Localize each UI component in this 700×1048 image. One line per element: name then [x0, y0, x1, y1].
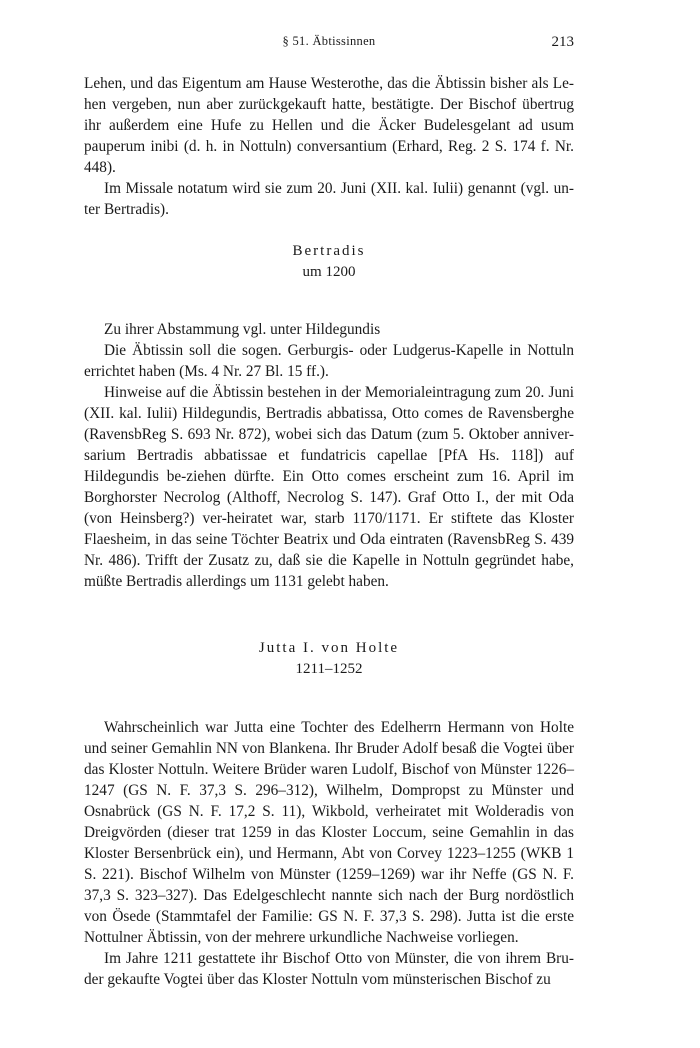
- section-title: Bertradis: [292, 243, 366, 259]
- page-number: 213: [551, 34, 574, 50]
- paragraph: Hinweise auf die Äbtissin bestehen in der Memorialeintragung zum 20. Juni (XII. kal. Iulii) Hildegundis, Bertradis abbatissa, Otto comes de Ravensberghe (RavensbReg S. 693 Nr. 872), wobei sich das Datum (zum 5. Oktober anniver-sarium Bertradis abbatissae et fundatricis capellae [PfA Hs. 118]) auf Hildegundis be-ziehen dürfte. Ein Otto comes erscheint zum 16. April im Borghorster Necrolog (Althoff, Necrolog S. 147). Graf Otto I., der mit Oda (von Heinsberg?) ver-heiratet war, starb 1170/1171. Er stiftete das Kloster Flaesheim, in das seine Töchter Beatrix und Oda eintraten (RavensbReg S. 439 Nr. 486). Trifft der Zusatz zu, daß sie die Kapelle in Nottuln gegründet habe, müßte Bertradis allerdings um 1131 gelebt haben.: [84, 384, 574, 590]
- paragraph: Im Jahre 1211 gestattete ihr Bischof Otto von Münster, die von ihrem Bru-der gekaufte Vogtei über das Kloster Nottuln vom münsterischen Bischof zu: [84, 950, 574, 988]
- page-header: [84, 34, 574, 54]
- paragraph: Im Missale notatum wird sie zum 20. Juni (XII. kal. Iulii) genannt (vgl. un-ter Bertradis).: [84, 180, 574, 218]
- body-text: [84, 73, 574, 990]
- section-title: Jutta I. von Holte: [258, 640, 400, 656]
- paragraph: Zu ihrer Abstammung vgl. unter Hildegundis: [104, 321, 381, 338]
- paragraph: Die Äbtissin soll die sogen. Gerburgis- oder Ludgerus-Kapelle in Nottuln errichtet haben (Ms. 4 Nr. 27 Bl. 15 ff.).: [84, 342, 574, 380]
- paragraph: Lehen, und das Eigentum am Hause Westerothe, das die Äbtissin bisher als Le-hen vergeben, nun aber zurückgekauft hatte, bestätigte. Der Bischof übertrug ihr außerdem eine Hufe zu Hellen und die Äcker Budelesgelant ad usum pauperum inibi (d. h. in Nottuln) conversantium (Erhard, Reg. 2 S. 174 f. Nr. 448).: [84, 75, 574, 176]
- section-dates: 1211–1252: [295, 661, 363, 677]
- paragraph: Wahrscheinlich war Jutta eine Tochter des Edelherrn Hermann von Holte und seiner Gemahlin NN von Blankena. Ihr Bruder Adolf besaß die Vogtei über das Kloster Nottuln. Weitere Brüder waren Ludolf, Bischof von Münster 1226–1247 (GS N. F. 37,3 S. 296–312), Wilhelm, Dompropst zu Münster und Osnabrück (GS N. F. 17,2 S. 11), Wikbold, verheiratet mit Wolderadis von Dreigvörden (dieser trat 1259 in das Kloster Loccum, seine Gemahlin in das Kloster Bersenbrück ein), und Hermann, Abt von Corvey 1223–1255 (WKB 1 S. 221). Bischof Wilhelm von Münster (1259–1269) war ihr Neffe (GS N. F. 37,3 S. 323–327). Das Edelgeschlecht nannte sich nach der Burg nordöstlich von Ösede (Stammtafel der Familie: GS N. F. 37,3 S. 298). Jutta ist die erste Nottulner Äbtissin, von der mehrere urkundliche Nachweise vorliegen.: [84, 719, 574, 946]
- running-head: § 51. Äbtissinnen: [282, 34, 376, 48]
- section-dates: um 1200: [302, 264, 356, 280]
